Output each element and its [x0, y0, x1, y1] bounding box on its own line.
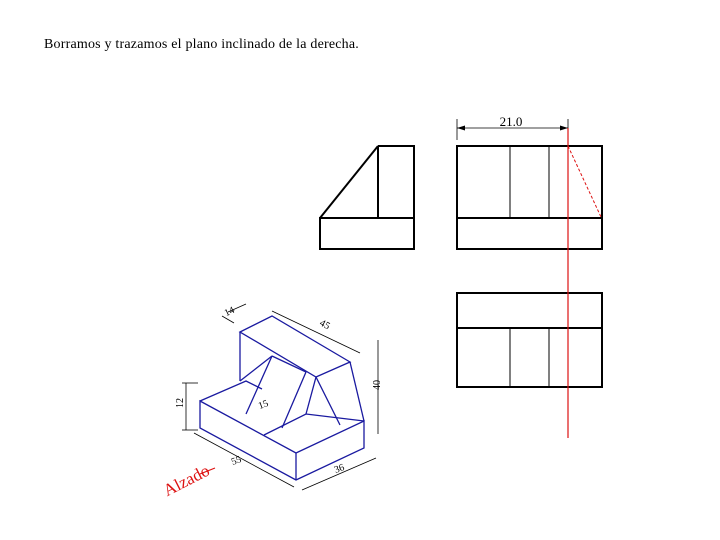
left-view-incline: [320, 146, 378, 218]
incline-projection-line: [568, 146, 601, 217]
right-view-upper: [457, 146, 602, 218]
top-dimension: [457, 114, 568, 140]
dimension-40: 40: [372, 380, 383, 390]
right-view-base: [457, 218, 602, 249]
isometric-view: [160, 304, 383, 500]
instruction-text: Borramos y trazamos el plano inclinado de la derecha.: [44, 37, 359, 52]
alzado-label: Alzado: [160, 460, 213, 501]
left-view-base: [320, 218, 414, 249]
dimension-12: 12: [175, 398, 186, 408]
left-view-upright: [378, 146, 414, 218]
plan-view: [457, 293, 602, 387]
right-view: [457, 146, 602, 249]
plan-view-outline: [457, 293, 602, 387]
dimension-21: 21.0: [499, 114, 523, 129]
dimension-55: 55: [229, 454, 244, 468]
dimension-45: 45: [317, 317, 332, 333]
dimension-36: 36: [332, 462, 347, 476]
left-view: [320, 146, 414, 249]
dimension-15: 15: [256, 398, 271, 412]
dimension-14: 14: [222, 304, 237, 320]
